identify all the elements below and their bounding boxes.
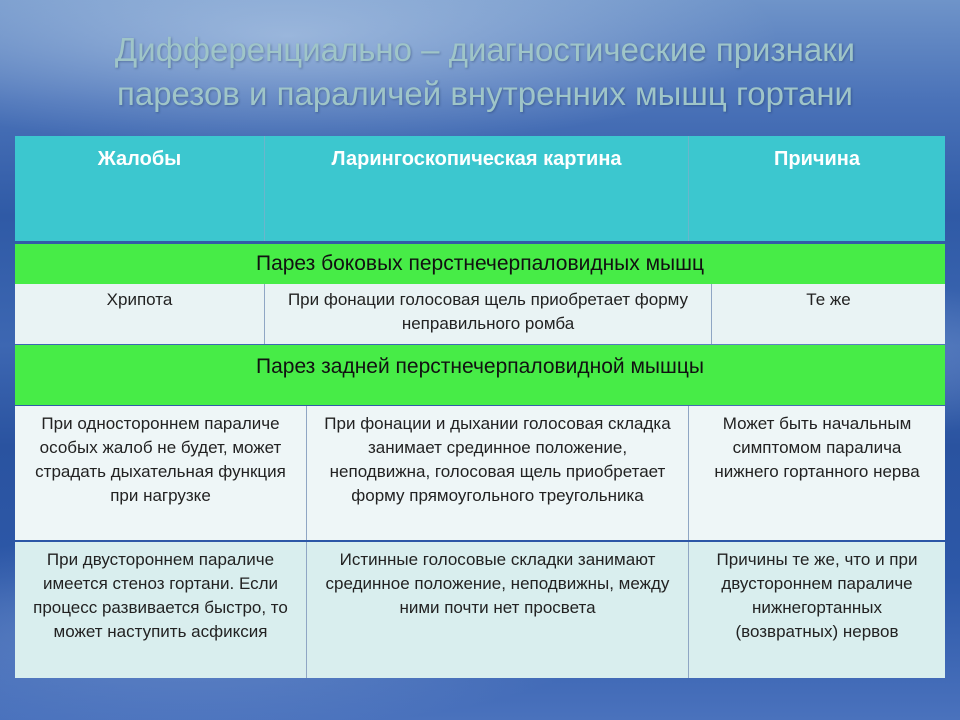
table-header-row: [15, 136, 945, 241]
header-complaints: Жалобы: [15, 136, 265, 241]
cell-complaints: При двустороннем параличе имеется стеноз гортани. Если процесс развивается быстро, то может наступить асфиксия: [15, 542, 307, 678]
section-heading-posterior-muscle: Парез задней перстнечерпаловидной мышцы: [15, 345, 945, 405]
section-heading-lateral-muscles: Парез боковых перстнечерпаловидных мышц: [15, 244, 945, 284]
slide-title-line-2: парезов и параличей внутренних мышц гортани: [116, 75, 853, 112]
cell-laryngoscopy: Истинные голосовые складки занимают срединное положение, неподвижны, между ними почти нет просвета: [307, 542, 689, 678]
cell-cause: Те же: [806, 290, 851, 309]
table-row: [15, 284, 945, 344]
slide-title: [40, 28, 930, 116]
slide-title-line-1: Дифференциально – диагностические признаки: [114, 31, 856, 68]
cell-cause: Может быть начальным симптомом паралича нижнего гортанного нерва: [714, 414, 920, 481]
cell-complaints: При одностороннем параличе особых жалоб не будет, может страдать дыхательная функция при нагрузке: [15, 406, 307, 540]
header-cause: Причина: [774, 148, 860, 170]
table-row: [15, 542, 945, 678]
cell-complaints: Хрипота: [15, 284, 265, 344]
cell-laryngoscopy: При фонации и дыхании голосовая складка занимает срединное положение, неподвижна, голосовая щель приобретает форму прямоугольного треугольника: [307, 406, 689, 540]
header-laryngoscopy: Ларингоскопическая картина: [265, 136, 689, 241]
cell-cause: Причины те же, что и при двустороннем параличе нижнегортанных (возвратных) нервов: [716, 550, 918, 641]
table-row: [15, 406, 945, 540]
cell-laryngoscopy: При фонации голосовая щель приобретает форму неправильного ромба: [265, 284, 712, 344]
